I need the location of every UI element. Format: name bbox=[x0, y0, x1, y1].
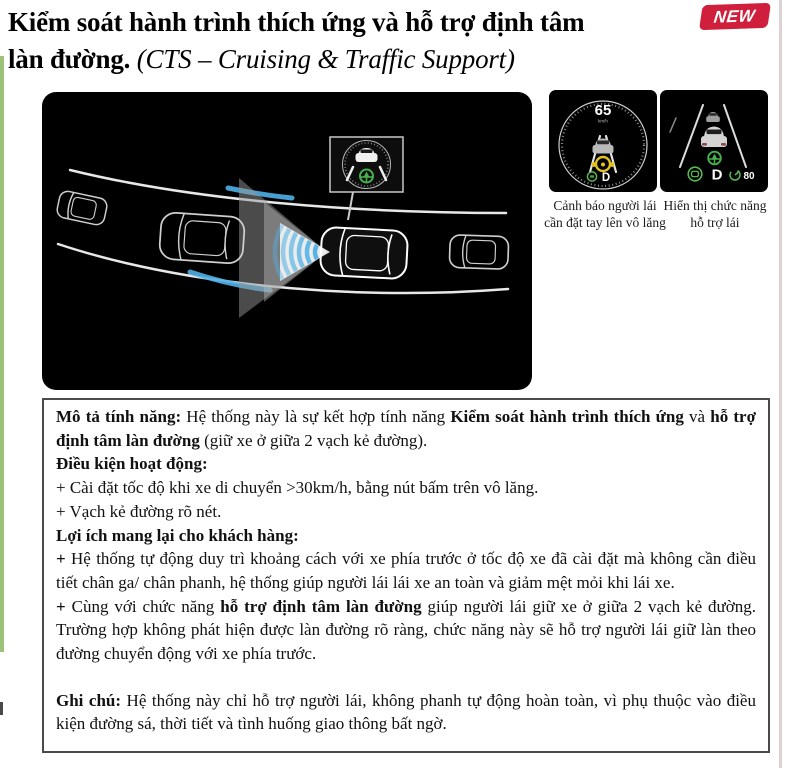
title-line2-bold: làn đường. bbox=[8, 44, 131, 74]
lane-line-right bbox=[724, 105, 746, 167]
ego-car-icon bbox=[701, 127, 727, 148]
new-badge-label: NEW bbox=[713, 5, 757, 27]
lead-car-icon bbox=[706, 112, 720, 122]
cruise-set-speed: 80 bbox=[743, 171, 755, 182]
inset-hud-box bbox=[330, 137, 403, 192]
lane-line-far bbox=[670, 118, 676, 132]
cluster-warning-panel bbox=[549, 90, 657, 192]
caption-warning-panel: Cảnh báo người lái cần đặt tay lên vô lăng bbox=[544, 198, 666, 230]
caption-assist-panel: Hiển thị chức năng hỗ trợ lái bbox=[663, 198, 767, 230]
lane-line-left bbox=[680, 105, 703, 167]
infobox-paragraph: Mô tả tính năng: Hệ thống này là sự kết hợp tính năng Kiểm soát hành trình thích ứng và hỗ trợ định tâm làn đường (giữ xe ở giữa 2 vạch kẻ đường). bbox=[56, 407, 756, 450]
hands-on-wheel-warning-icon bbox=[592, 157, 615, 171]
title-line1: Kiểm soát hành trình thích ứng và hỗ trợ định tâm bbox=[8, 7, 585, 37]
car-behind bbox=[449, 235, 509, 270]
cruise-control-icon bbox=[730, 170, 740, 180]
page-title bbox=[8, 4, 708, 78]
new-badge bbox=[699, 3, 771, 30]
cluster-warning-graphic bbox=[549, 90, 657, 192]
steering-assist-icon bbox=[708, 152, 721, 165]
road-scene-illustration bbox=[42, 92, 532, 390]
left-edge-mark bbox=[0, 702, 3, 715]
speed-value: 65 bbox=[594, 102, 612, 119]
infobox-paragraph: Lợi ích mang lại cho khách hàng: bbox=[56, 525, 299, 545]
car-icon bbox=[593, 139, 614, 154]
car-ahead bbox=[159, 212, 245, 264]
gear-indicator: D bbox=[601, 172, 611, 184]
assist-status-icon bbox=[587, 172, 596, 181]
infobox-paragraph: + Cài đặt tốc độ khi xe di chuyển >30km/h, bằng nút bấm trên vô lăng. bbox=[56, 478, 539, 498]
assist-display-graphic bbox=[660, 90, 768, 192]
title-line2-subtitle: (CTS – Cruising & Traffic Support) bbox=[130, 44, 515, 74]
infobox-paragraph: + Cùng với chức năng hỗ trợ định tâm làn đường giúp người lái giữ xe ở giữa 2 vạch kẻ đường. Trường hợp không phát hiện được làn đường rõ ràng, chức năng này sẽ hỗ trợ người lái giữ làn theo đường chuyển động với xe phía trước. bbox=[56, 596, 757, 664]
inset-pointer bbox=[348, 192, 353, 220]
gear-indicator: D bbox=[711, 166, 723, 184]
infobox-paragraph: Điều kiện hoạt động: bbox=[56, 454, 208, 474]
paragraph-spacer bbox=[56, 666, 756, 689]
car-far-left bbox=[56, 190, 109, 226]
infobox-paragraph: + Vạch kẻ đường rõ nét. bbox=[56, 501, 222, 521]
infobox-paragraph: + Hệ thống tự động duy trì khoảng cách với xe phía trước ở tốc độ xe đã cài đặt mà không cần điều tiết chân ga/ chân phanh, hệ thống giúp người lái lái xe an toàn và giảm mệt mỏi khi lái xe. bbox=[56, 549, 756, 592]
road-line-upper bbox=[70, 170, 506, 213]
infobox-paragraph: Ghi chú: Hệ thống này chỉ hỗ trợ người lái, không phanh tự động hoàn toàn, vì phụ thuộc vào điều kiện đường sá, thời tiết và tình huống giao thông bất ngờ. bbox=[56, 690, 756, 734]
assist-display-panel bbox=[660, 90, 768, 192]
main-illustration-panel bbox=[42, 92, 532, 390]
right-edge-line bbox=[779, 0, 782, 768]
auto-hold-icon bbox=[688, 167, 702, 181]
speed-unit: km/h bbox=[598, 118, 608, 124]
left-edge-accent-bar bbox=[0, 56, 4, 652]
ego-car bbox=[320, 227, 408, 279]
feature-description-box bbox=[42, 398, 770, 753]
